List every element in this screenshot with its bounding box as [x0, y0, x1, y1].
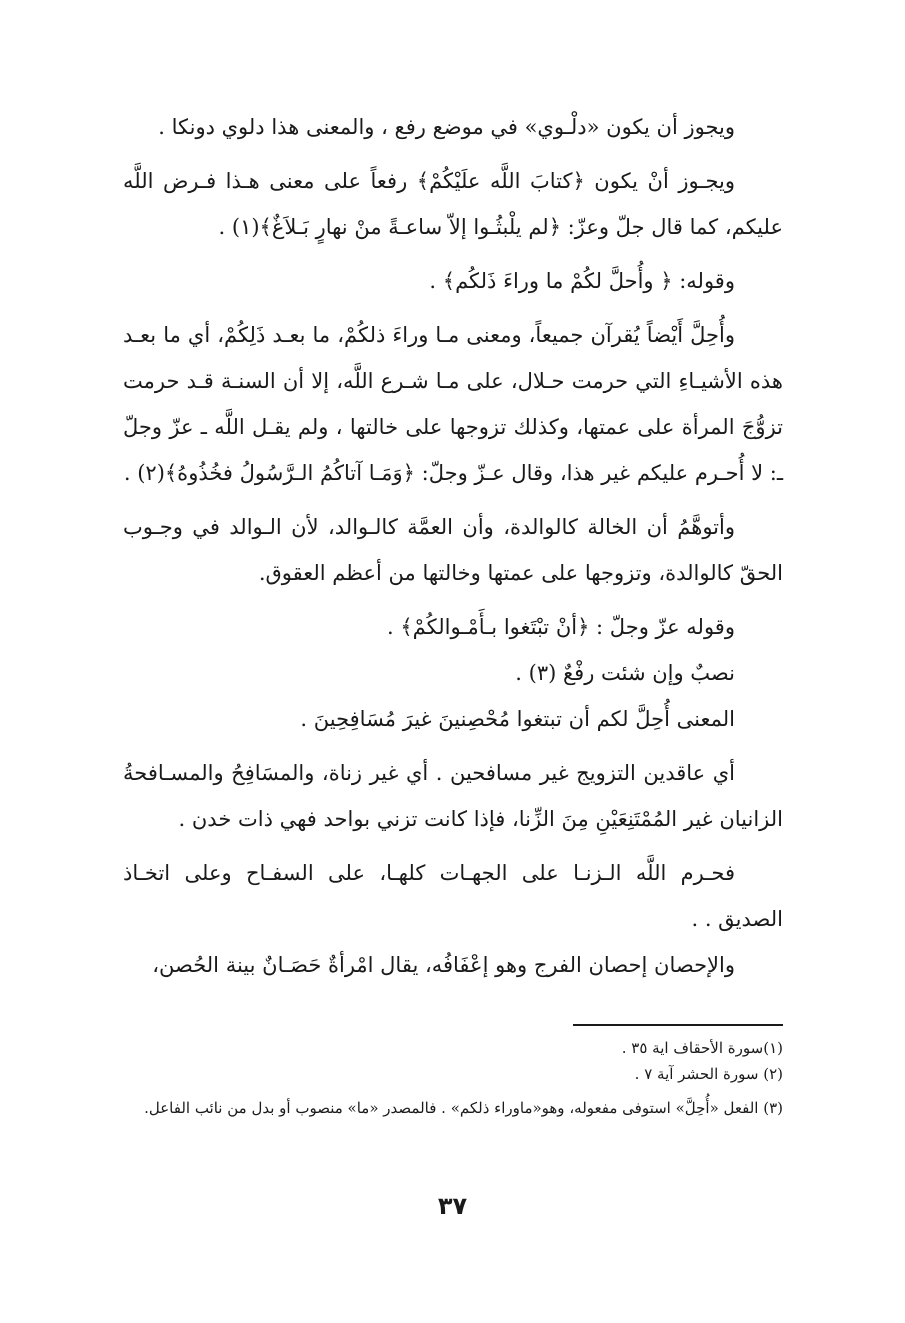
- footnote-divider: [573, 1024, 783, 1026]
- paragraph-muhsinin: المعنى أُحِلَّ لكم أن تبتغوا مُحْصِنينَ غيرَ مُسَافِحِينَ .: [300, 707, 735, 731]
- paragraph-dalwi: ويجوز أن يكون «دلْـوي» في موضع رفع ، والمعنى هذا دلوي دونكا .: [158, 115, 735, 139]
- footnote-3: (٣) الفعل «أُحِلَّ» استوفى مفعوله، وهو«ماوراء ذلكم» . فالمصدر «ما» منصوب أو بدل من نائب الفاعل.: [144, 1099, 783, 1117]
- paragraph-wa-uhilla-explanation: وأُحِلَّ أَيْضاً يُقرآن جميعاً، ومعنى مـا وراءَ ذلكُمْ، ما بعـد ذَلِكُمْ، أي ما بعـد هذه الأشيـاءِ التي حرمت حـلال، على مـا شـرع اللَّه، إلا أن السنـة قـد حرمت تزوُّجَ المرأة على عمتها، وكذلك تزوجها على خالتها ، ولم يقـل اللَّه ـ عزّ وجلّ ـ: لا أُحـرم عليكم غير هذا، وقال عـزّ وجلّ: ﴿وَمَـا آتاكُمُ الـرَّسُولُ فخُذُوهُ﴾(٢) .: [123, 323, 783, 485]
- footnotes: [123, 1036, 783, 1122]
- footnote-1: (١)سورة الأحقاف اية ٣٥ .: [621, 1039, 783, 1057]
- paragraph-kitab-allah: ويجـوز أنْ يكون ﴿كتابَ اللَّه علَيْكُمْ﴾ رفعاً على معنى هـذا فـرض اللَّه عليكم، كما قال جلّ وعزّ: ﴿لم يلْبثُـوا إلاّ ساعـةً منْ نهارٍ بَـلاَغٌ﴾(١) .: [123, 169, 783, 239]
- paragraph-khala-walida: وأتوهَّمُ أن الخالة كالوالدة، وأن العمَّة كالـوالد، لأن الـوالد في وجـوب الحقّ كالوالدة، وتزوجها على عمتها وخالتها من أعظم العقوق.: [123, 515, 783, 585]
- body-text: [123, 104, 783, 996]
- paragraph-wa-uhilla-quote: وقوله: ﴿ وأُحلَّ لكُمْ ما وراءَ ذَلكُم﴾ .: [429, 269, 735, 293]
- page-number: ٣٧: [437, 1192, 468, 1220]
- footnote-2: (٢) سورة الحشر آية ٧ .: [634, 1065, 783, 1083]
- paragraph-tabtaghu-quote: وقوله عزّ وجلّ : ﴿أنْ تبْتَغوا بـأَمْـوالكُمْ﴾ .: [387, 615, 735, 639]
- paragraph-ihsan: والإحصان إحصان الفرج وهو إعْفَافُه، يقال امْرأةٌ حَصَـانٌ بينة الحُصن،: [152, 953, 735, 977]
- paragraph-nasb: نصبٌ وإن شئت رفْعٌ (٣) .: [515, 661, 735, 685]
- paragraph-musafihin: أي عاقدين التزويج غير مسافحين . أي غير زناة، والمسَافِحُ والمسـافحةُ الزانيان غير المُمْتَنِعَيْنِ مِنَ الزِّنا، فإذا كانت تزني بواحد فهي ذات خدن .: [123, 761, 783, 831]
- paragraph-harrama-zina: فحـرم اللَّه الـزنـا على الجهـات كلهـا، على السفـاح وعلى اتخـاذ الصديق . .: [123, 861, 783, 931]
